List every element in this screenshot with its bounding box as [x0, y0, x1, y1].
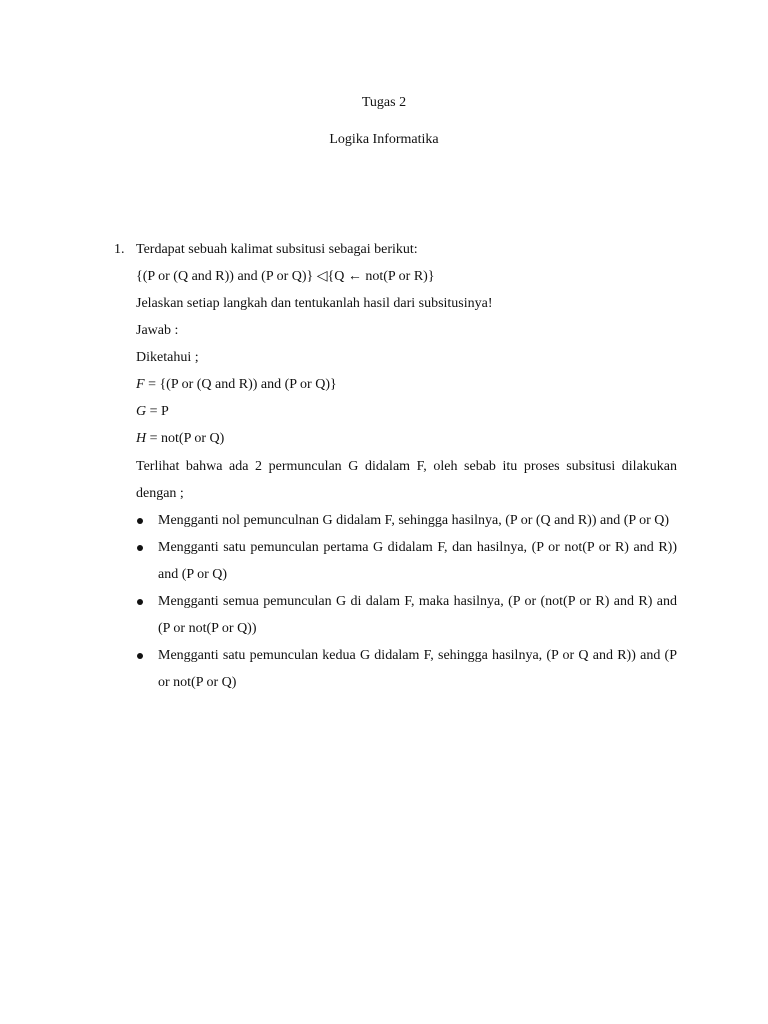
list-item — [136, 588, 677, 642]
bullet-icon — [137, 653, 143, 659]
list-item — [136, 534, 677, 588]
definition-g — [136, 402, 677, 429]
list-item-text: Mengganti satu pemunculan kedua G didalam F, sehingga hasilnya, (P or Q and R)) and (P or not(P or Q) — [158, 647, 677, 690]
list-item — [136, 642, 677, 696]
definition-f — [136, 375, 677, 402]
bullet-icon — [137, 599, 143, 605]
question-instruction: Jelaskan setiap langkah dan tentukanlah hasil dari subsitusinya! — [136, 296, 493, 311]
list-item-text: Mengganti nol pemunculnan G didalam F, sehingga hasilnya, (P or (Q and R)) and (P or Q) — [158, 512, 670, 528]
given-label: Diketahui ; — [136, 350, 199, 365]
question-body — [136, 240, 677, 696]
list-item-text: Mengganti semua pemunculan G di dalam F, maka hasilnya, (P or (not(P or R) and R) and (P or not(P or Q)) — [158, 593, 677, 636]
answer-label: Jawab : — [136, 323, 179, 338]
explanation-paragraph: Terlihat bahwa ada 2 permunculan G didalam F, oleh sebab itu proses subsitusi dilakukan dengan ; — [136, 458, 677, 501]
substitution-steps-list — [136, 507, 677, 696]
question-intro: Terdapat sebuah kalimat subsitusi sebagai berikut: — [136, 242, 418, 257]
list-item — [136, 507, 677, 534]
bullet-icon — [137, 545, 143, 551]
variable-f: F — [136, 377, 145, 392]
bullet-icon — [137, 518, 143, 524]
question-number: 1. — [114, 242, 125, 257]
definition-f-value: = {(P or (Q and R)) and (P or Q)} — [144, 377, 337, 392]
variable-g: G — [136, 404, 147, 419]
document-title: Tugas 2 — [361, 95, 407, 110]
list-item-text: Mengganti satu pemunculan pertama G didalam F, dan hasilnya, (P or not(P or R) and R)) and (P or Q) — [158, 539, 677, 582]
definition-g-value: = P — [146, 404, 169, 419]
variable-h: H — [136, 431, 147, 446]
document-subtitle: Logika Informatika — [329, 132, 439, 147]
definition-h-value: = not(P or Q) — [146, 431, 225, 446]
substitution-formula: {(P or (Q and R)) and (P or Q)} ◁{Q ← not(P or R)} — [136, 269, 435, 284]
